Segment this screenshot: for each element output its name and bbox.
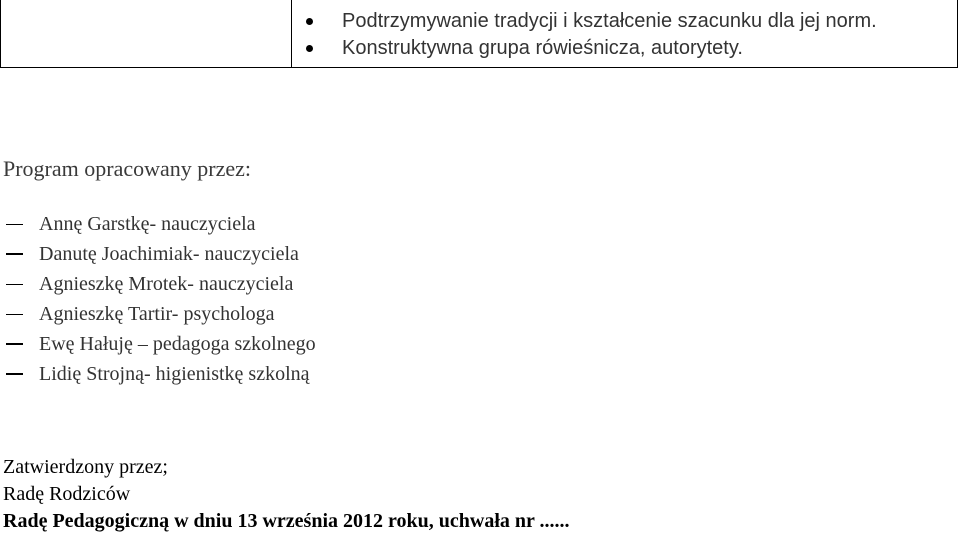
table-column-divider: [291, 0, 292, 68]
bullet-text: Podtrzymywanie tradycji i kształcenie szacunku dla jej norm.: [342, 10, 877, 32]
author-item: [0, 299, 316, 329]
approval-block: [3, 454, 570, 535]
bullet-item: [342, 35, 877, 62]
approval-teachers-council: Radę Pedagogiczną w dniu 13 września 2012 roku, uchwała nr ......: [3, 510, 570, 532]
dash-icon: [6, 224, 23, 225]
author-item: [0, 329, 316, 359]
bullet-list: [342, 8, 877, 62]
dash-icon: [6, 284, 23, 285]
author-item: [0, 269, 316, 299]
bullet-item: [342, 8, 877, 35]
author-name: Lidię Strojną- higienistkę szkolną: [39, 363, 310, 385]
approval-title: Zatwierdzony przez;: [3, 456, 168, 478]
author-name: Danutę Joachimiak- nauczyciela: [39, 243, 299, 265]
author-name: Agnieszkę Mrotek- nauczyciela: [39, 273, 294, 295]
author-name: Agnieszkę Tartir- psychologa: [39, 303, 275, 325]
bullet-text: Konstruktywna grupa rówieśnicza, autorytety.: [342, 37, 743, 59]
author-item: [0, 209, 316, 239]
bullet-dot-icon: [306, 45, 313, 52]
approval-parents-council: Radę Rodziców: [3, 483, 131, 505]
program-heading: Program opracowany przez:: [3, 156, 252, 181]
bullet-dot-icon: [306, 18, 313, 25]
author-item: [0, 239, 316, 269]
dash-icon: [6, 343, 23, 345]
authors-list: [0, 209, 316, 389]
author-name: Ewę Hałuję – pedagoga szkolnego: [39, 333, 316, 355]
dash-icon: [6, 373, 23, 375]
dash-icon: [6, 314, 23, 315]
dash-icon: [6, 253, 23, 255]
author-name: Annę Garstkę- nauczyciela: [39, 213, 256, 235]
author-item: [0, 359, 316, 389]
